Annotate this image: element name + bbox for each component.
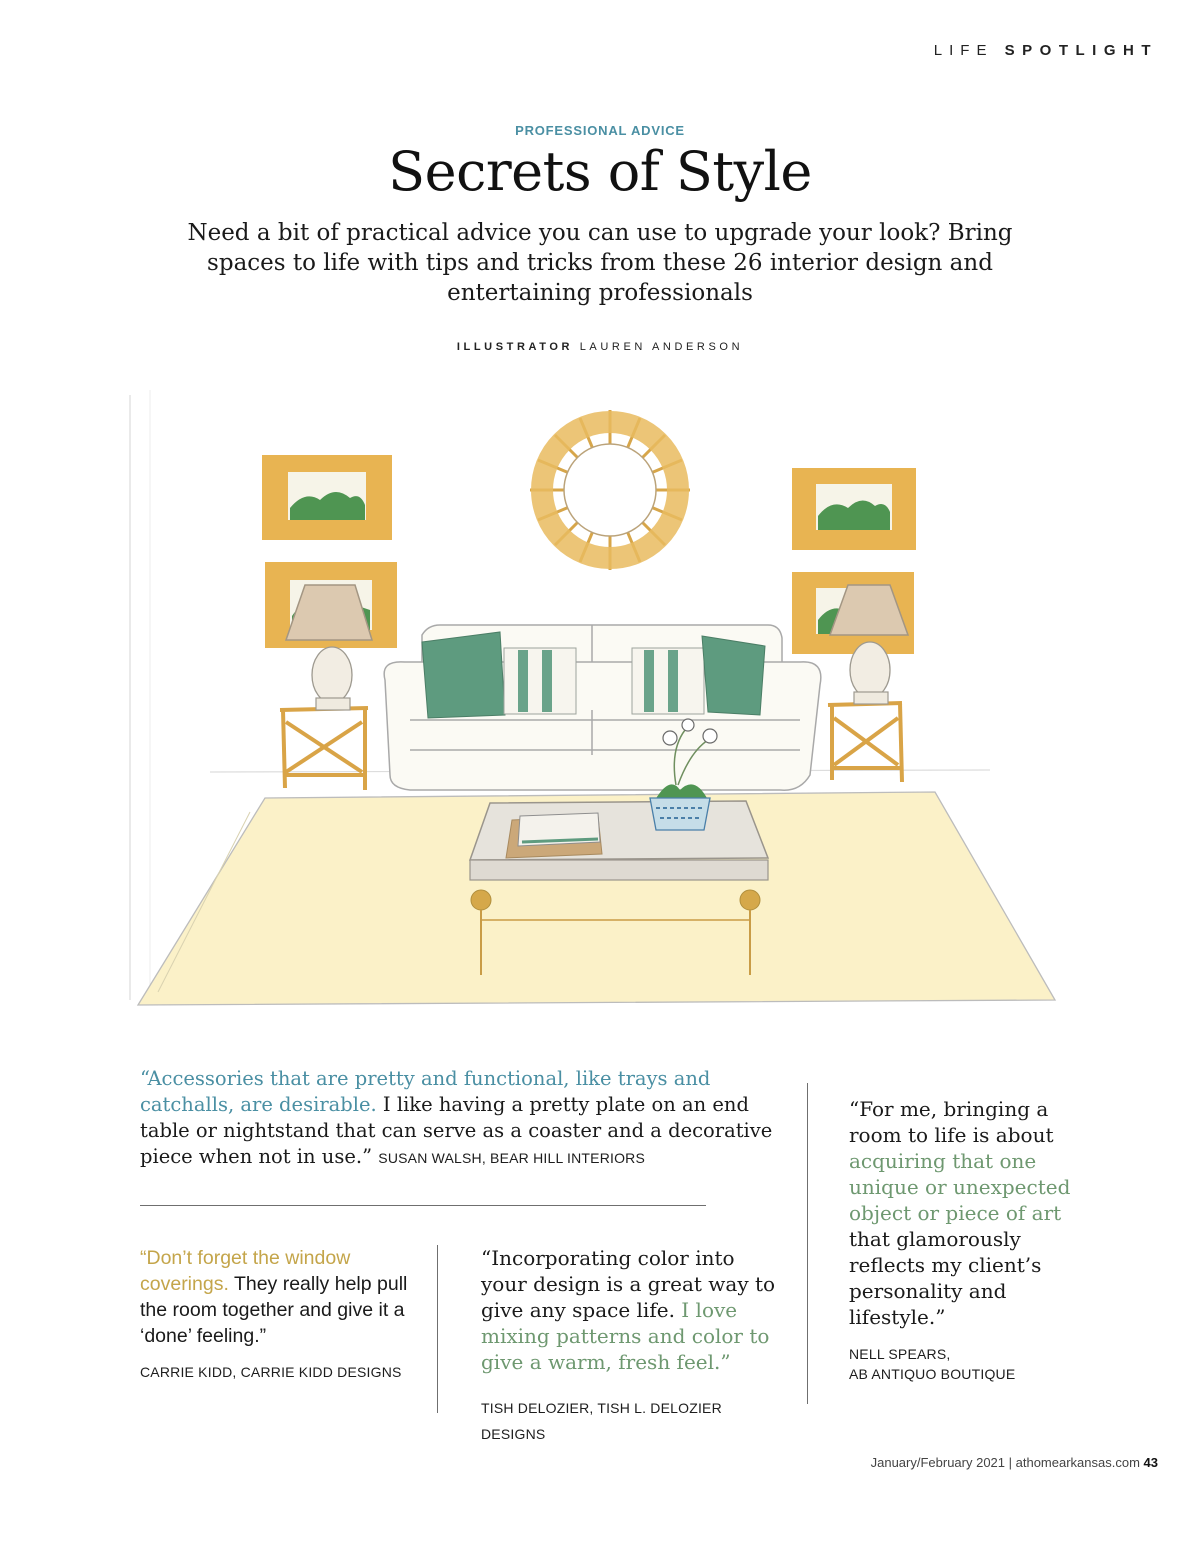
vertical-divider-right [807,1083,808,1404]
article-kicker: PROFESSIONAL ADVICE [515,123,685,138]
frame-top-right [792,468,916,550]
frame-top-left [262,455,392,540]
credit-label: ILLUSTRATOR [456,341,574,353]
section-label-light: LIFE [933,42,994,59]
quote-highlight: “Don’t forget the window coverings. [140,1247,351,1295]
quote-tail: that glamorously reflects my client’s personality and lifestyle.” [849,1227,1042,1329]
quote-carrie-kidd [140,1245,410,1385]
quote-body: I like having a pretty plate on an end table or nightstand that can serve as a coaster and a decorative piece when not in use.” [140,1093,773,1168]
quote-attribution [849,1344,1089,1384]
quote-susan-walsh [140,1066,780,1171]
quote-lead: “For me, bringing a room to life is about [849,1097,1054,1147]
quote-highlight: I love mixing patterns and color to give a warm, fresh feel.” [481,1298,770,1374]
issue-and-site: January/February 2021 | athomearkansas.com [870,1455,1140,1470]
attribution-company: AB ANTIQUO BOUTIQUE [849,1366,1016,1382]
illustrator-credit [0,341,1200,353]
section-label [934,42,1158,59]
horizontal-divider [140,1205,706,1206]
quote-attribution: TISH DELOZIER, TISH L. DELOZIER DESIGNS [481,1400,722,1442]
article-title: Secrets of Style [388,140,812,203]
vertical-divider-left [437,1245,438,1413]
section-label-bold: SPOTLIGHT [1004,42,1158,59]
quote-highlight: acquiring that one unique or unexpected object or piece of art [849,1149,1071,1225]
article-deck: Need a bit of practical advice you can use to upgrade your look? Bring spaces to life with tips and tricks from these 26 interior design and entertaining professionals [187,220,1013,306]
quote-attribution: SUSAN WALSH, BEAR HILL INTERIORS [378,1150,646,1166]
credit-name: LAUREN ANDERSON [579,341,744,353]
quote-highlight: “Accessories that are pretty and functional, like trays and catchalls, are desirable. [140,1067,711,1116]
quote-tish-delozier [481,1245,781,1447]
page-number: 43 [1143,1455,1158,1470]
page-footer [871,1455,1158,1470]
living-room-illustration [110,380,1070,1030]
quote-body: They really help pull the room together and give it a ‘done’ feeling.” [140,1273,408,1347]
quote-body: “Incorporating color into your design is a great way to give any space life. [481,1246,776,1322]
quote-attribution: CARRIE KIDD, CARRIE KIDD DESIGNS [140,1364,402,1380]
quote-nell-spears [849,1096,1089,1384]
side-table-left [280,708,368,790]
attribution-name: NELL SPEARS, [849,1346,951,1362]
